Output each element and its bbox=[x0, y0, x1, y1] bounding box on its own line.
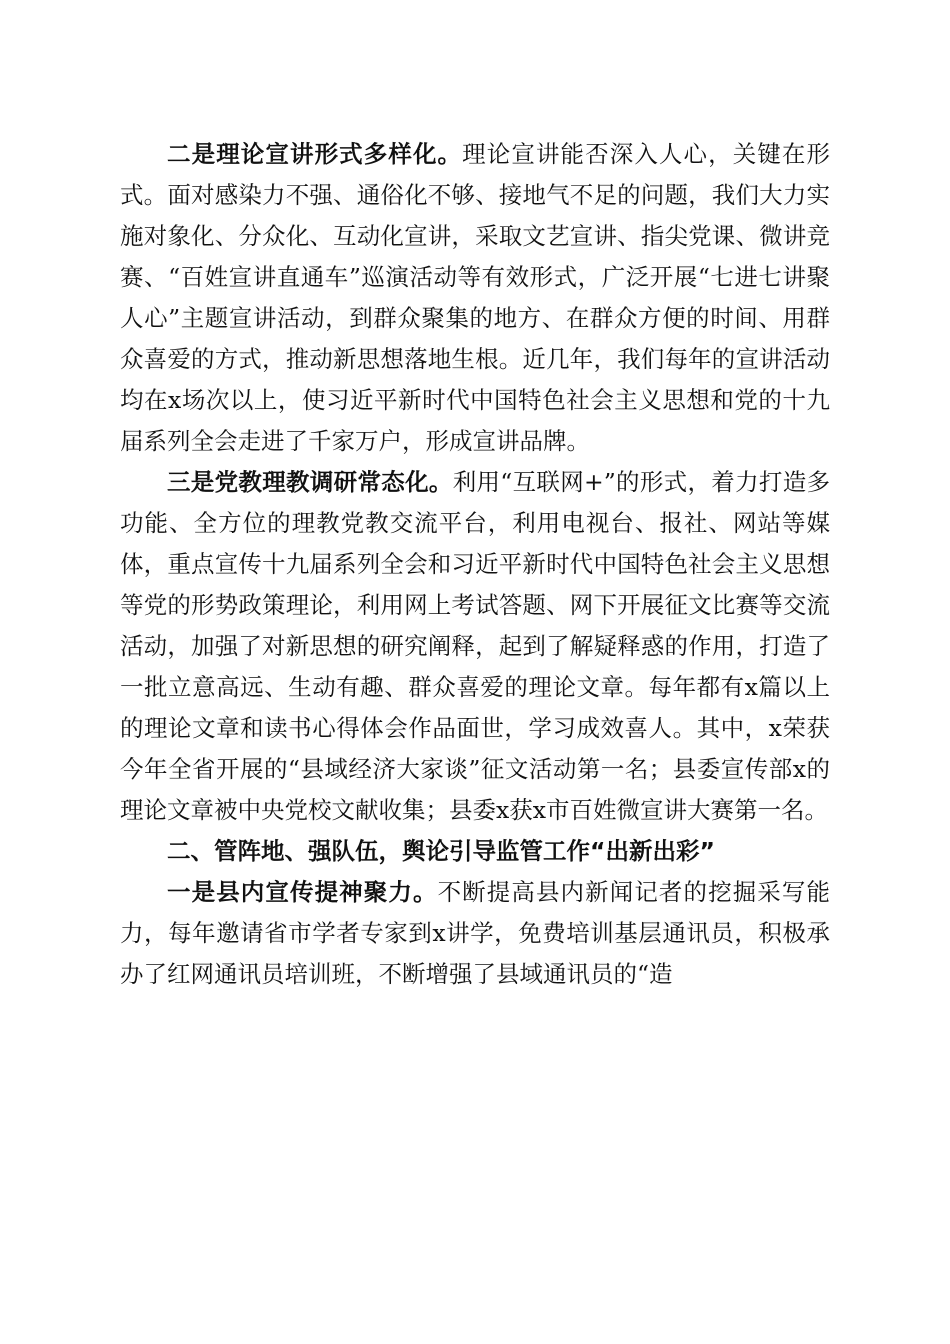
paragraph-body: 利用“互联网+”的形式，着力打造多功能、全方位的理教党教交流平台，利用电视台、报社、网站等媒体，重点宣传十九届系列全会和习近平新时代中国特色社会主义思想等党的形势政策理论，利用网上考试答题、网下开展征文比赛等交流活动，加强了对新思想的研究阐释，起到了解疑释惑的作用，打造了一批立意高远、生动有趣、群众喜爱的理论文章。每年都有x篇以上的理论文章和读书心得体会作品面世，学习成效喜人。其中，x荣获今年全省开展的“县域经济大家谈”征文活动第一名；县委宣传部x的理论文章被中央党校文献收集；县委x获x市百姓微宣讲大赛第一名。 bbox=[120, 468, 831, 824]
paragraph-party-education-research bbox=[120, 462, 830, 831]
paragraph-county-publicity bbox=[120, 872, 830, 995]
paragraph-theory-lecture-forms bbox=[120, 134, 830, 462]
document-page bbox=[120, 134, 830, 995]
paragraph-lead: 一是县内宣传提神聚力。 bbox=[167, 878, 438, 906]
paragraph-lead: 二是理论宣讲形式多样化。 bbox=[167, 140, 463, 168]
paragraph-body: 不断提高县内新闻记者的挖掘采写能力，每年邀请省市学者专家到x讲学，免费培训基层通讯员，积极承办了红网通讯员培训班，不断增强了县域通讯员的“造 bbox=[120, 878, 831, 988]
section-heading: 二、管阵地、强队伍，舆论引导监管工作“出新出彩” bbox=[167, 837, 715, 865]
paragraph-lead: 三是党教理教调研常态化。 bbox=[167, 468, 453, 496]
paragraph-body: 理论宣讲能否深入人心，关键在形式。面对感染力不强、通俗化不够、接地气不足的问题，我们大力实施对象化、分众化、互动化宣讲，采取文艺宣讲、指尖党课、微讲竞赛、“百姓宣讲直通车”巡演活动等有效形式，广泛开展“七进七讲聚人心”主题宣讲活动，到群众聚集的地方、在群众方便的时间、用群众喜爱的方式，推动新思想落地生根。近几年，我们每年的宣讲活动均在x场次以上，使习近平新时代中国特色社会主义思想和党的十九届系列全会走进了千家万户，形成宣讲品牌。 bbox=[120, 140, 831, 455]
